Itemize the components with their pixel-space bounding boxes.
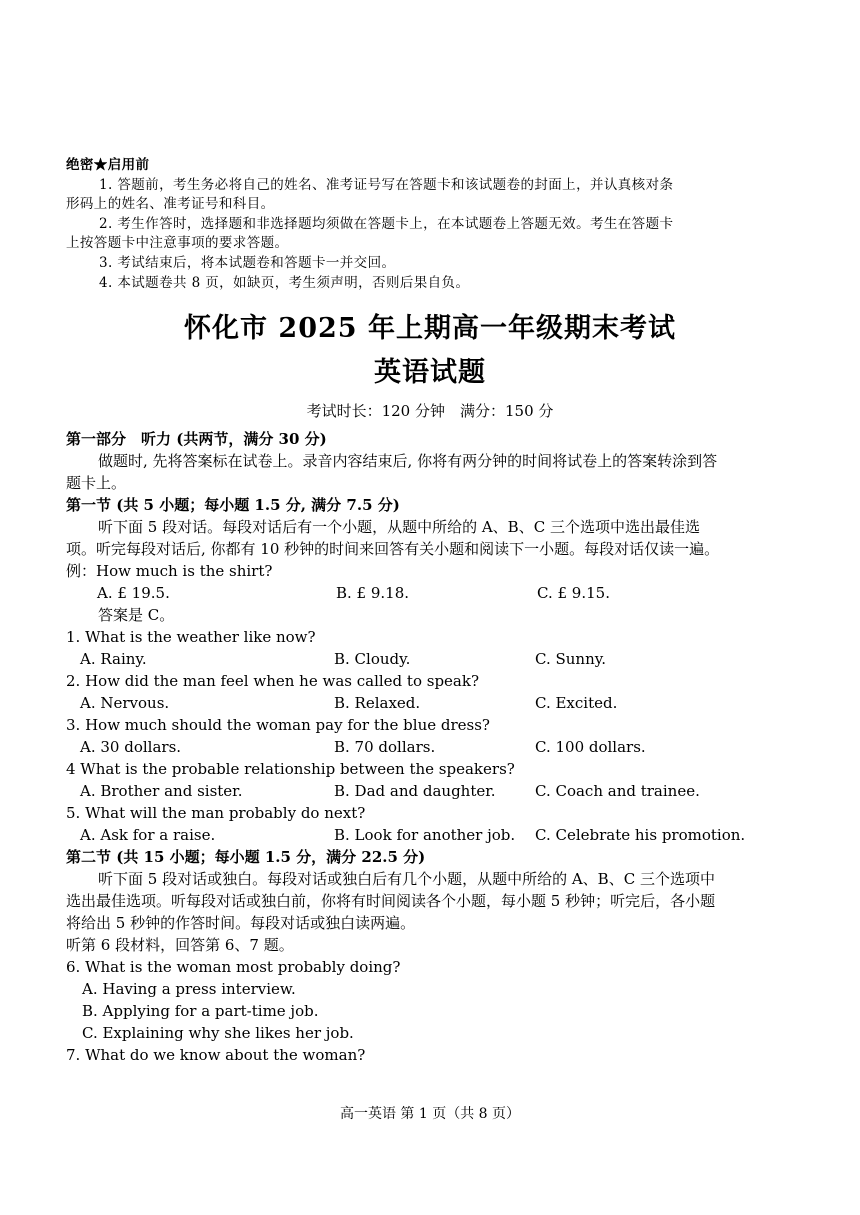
question-7: 7. What do we know about the woman? (66, 1046, 366, 1064)
question-5: 5. What will the man probably do next? (66, 804, 366, 822)
section2-heading: 第二节 (共 15 小题；每小题 1.5 分，满分 22.5 分) (66, 848, 426, 866)
option-b: B. Relaxed. (334, 694, 421, 712)
exam-duration-score: 考试时长：120 分钟 满分：150 分 (306, 402, 554, 420)
notice-line: 3. 考试结束后，将本试题卷和答题卡一并交回。 (99, 254, 396, 271)
option-a: A. Brother and sister. (80, 782, 243, 800)
exam-subtitle: 英语试题 (374, 357, 486, 388)
section1-intro-line: 项。听完每段对话后, 你都有 10 秒钟的时间来回答有关小题和阅读下一小题。每段对话仅读一遍。 (66, 540, 720, 558)
option-c: C. 100 dollars. (535, 738, 646, 756)
notice-line: 2. 考生作答时，选择题和非选择题均须做在答题卡上，在本试题卷上答题无效。考生在答题卡 (99, 215, 674, 232)
example-answer: 答案是 C。 (98, 606, 175, 624)
part1-intro-line: 题卡上。 (66, 474, 127, 492)
option-b: B. £ 9.18. (336, 584, 410, 602)
section2-intro-line: 选出最佳选项。听每段对话或独白前，你将有时间阅读各个小题，每小题 5 秒钟；听完后，各小题 (66, 892, 716, 910)
notice-line: 4. 本试题卷共 8 页，如缺页，考生须声明，否则后果自负。 (99, 274, 470, 291)
question-2-options (66, 692, 796, 714)
option-a: A. Ask for a raise. (80, 826, 216, 844)
section1-intro-line: 听下面 5 段对话。每段对话后有一个小题，从题中所给的 A、B、C 三个选项中选出最佳选 (98, 518, 700, 536)
example-options (66, 582, 796, 604)
option-c: C. Explaining why she likes her job. (82, 1024, 354, 1042)
option-c: C. Excited. (535, 694, 618, 712)
option-b: B. Applying for a part-time job. (82, 1002, 319, 1020)
part1-intro-line: 做题时, 先将答案标在试卷上。录音内容结束后, 你将有两分钟的时间将试卷上的答案转涂到答 (98, 452, 718, 470)
option-b: B. Dad and daughter. (334, 782, 496, 800)
notice-line: 形码上的姓名、准考证号和科目。 (66, 196, 275, 213)
exam-body (66, 428, 796, 1066)
option-b: B. 70 dollars. (334, 738, 436, 756)
confidential-label: 绝密★启用前 (66, 157, 150, 173)
question-3-options (66, 736, 796, 758)
question-1-options (66, 648, 796, 670)
notice-line: 1. 答题前，考生务必将自己的姓名、准考证号写在答题卡和该试题卷的封面上，并认真核对条 (99, 176, 674, 193)
notice-line: 上按答题卡中注意事项的要求答题。 (66, 235, 289, 252)
option-c: C. Sunny. (535, 650, 606, 668)
section2-intro-line: 将给出 5 秒钟的作答时间。每段对话或独白读两遍。 (66, 914, 416, 932)
section2-intro-line: 听下面 5 段对话或独白。每段对话或独白后有几个小题，从题中所给的 A、B、C 三个选项中 (98, 870, 715, 888)
question-4-options (66, 780, 796, 802)
question-3: 3. How much should the woman pay for the blue dress? (66, 716, 490, 734)
option-a: A. Having a press interview. (82, 980, 296, 998)
question-4: 4 What is the probable relationship between the speakers? (66, 760, 515, 778)
part1-heading: 第一部分 听力 (共两节，满分 30 分) (66, 430, 327, 448)
question-2: 2. How did the man feel when he was called to speak? (66, 672, 479, 690)
option-a: A. Nervous. (80, 694, 170, 712)
question-6: 6. What is the woman most probably doing? (66, 958, 401, 976)
page-footer: 高一英语 第 1 页（共 8 页） (339, 1106, 521, 1122)
option-c: C. £ 9.15. (537, 584, 610, 602)
option-a: A. £ 19.5. (97, 584, 170, 602)
question-1: 1. What is the weather like now? (66, 628, 316, 646)
exam-notice (66, 156, 806, 293)
option-b: B. Look for another job. (334, 826, 516, 844)
option-a: A. 30 dollars. (80, 738, 182, 756)
option-b: B. Cloudy. (334, 650, 411, 668)
option-a: A. Rainy. (80, 650, 147, 668)
option-c: C. Coach and trainee. (535, 782, 700, 800)
section1-heading: 第一节 (共 5 小题；每小题 1.5 分, 满分 7.5 分) (66, 496, 400, 514)
question-5-options (66, 824, 796, 846)
material-instruction: 听第 6 段材料，回答第 6、7 题。 (66, 936, 294, 954)
option-c: C. Celebrate his promotion. (535, 826, 746, 844)
example-question: 例：How much is the shirt? (66, 562, 273, 580)
exam-title: 怀化市 2025 年上期高一年级期末考试 (184, 313, 676, 344)
